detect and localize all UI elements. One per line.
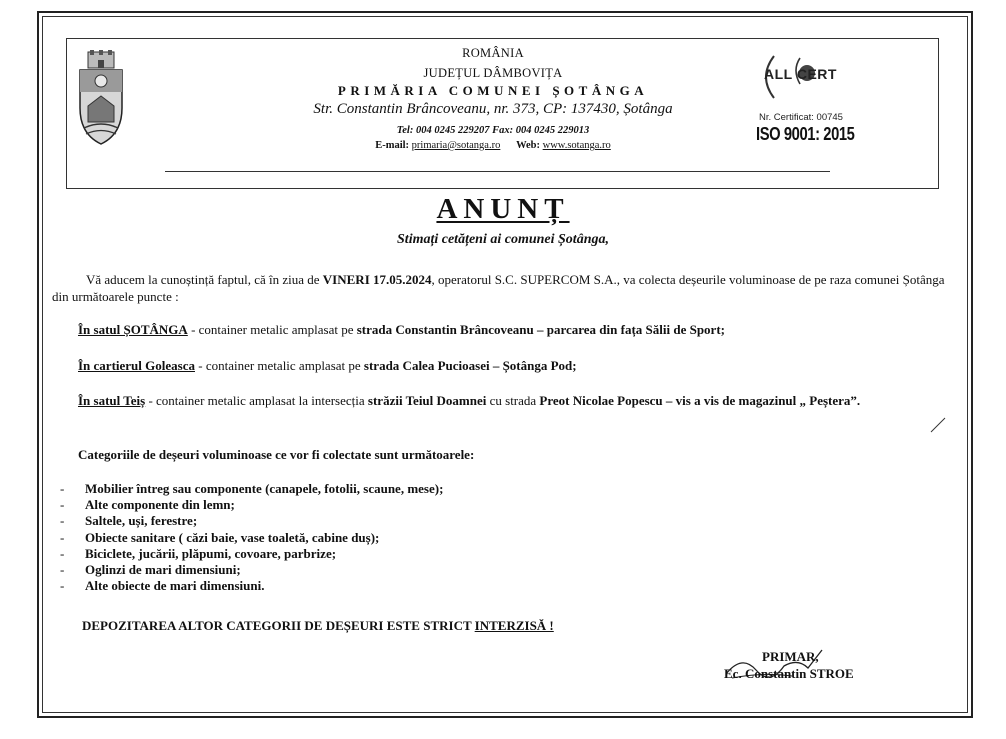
- location-place: În satul Teiș: [78, 393, 146, 408]
- list-item: - Obiecte sanitare ( căzi baie, vase toaletă, cabine duș);: [60, 529, 380, 545]
- warning-emphasis: INTERZISĂ !: [474, 618, 554, 633]
- collection-date: VINERI 17.05.2024: [322, 272, 432, 287]
- location-detail: strada Calea Pucioasei – Șotânga Pod;: [363, 358, 577, 373]
- location-detail: strada Constantin Brâncoveanu – parcarea din fața Sălii de Sport;: [356, 322, 725, 337]
- location-detail: străzii Teiul Doamnei: [367, 393, 487, 408]
- country-line: ROMÂNIA: [462, 46, 524, 60]
- institution-name: PRIMĂRIA COMUNEI ȘOTÂNGA: [337, 83, 649, 98]
- location-item: În satul ȘOTÂNGA - container metalic amplasat pe strada Constantin Brâncoveanu – parcarea din fața Sălii de Sport;: [78, 322, 725, 337]
- email-link[interactable]: primaria@sotanga.ro: [411, 140, 501, 151]
- email-label: E-mail:: [375, 140, 410, 151]
- list-item: - Oglinzi de mari dimensiuni;: [60, 562, 241, 578]
- web-label: Web:: [516, 140, 541, 151]
- greeting-line: Stimați cetățeni ai comunei Șotânga,: [397, 232, 609, 247]
- institution-address: Str. Constantin Brâncoveanu, nr. 373, CP: 137430, Șotânga: [313, 101, 673, 117]
- web-link[interactable]: www.sotanga.ro: [542, 140, 611, 151]
- certification-block: [756, 52, 855, 152]
- location-detail-2: Preot Nicolae Popescu – vis a vis de magazinul „ Peștera”.: [539, 393, 861, 408]
- location-place: În cartierul Goleasca: [78, 358, 195, 373]
- categories-list: [60, 481, 443, 594]
- coat-of-arms-icon: [74, 50, 128, 146]
- iso-standard: ISO 9001: 2015: [756, 124, 855, 144]
- list-item: - Biciclete, jucării, plăpumi, covoare, parbrize;: [60, 545, 337, 561]
- intro-paragraph: Vă aducem la cunoștință faptul, că în ziua de VINERI 17.05.2024, operatorul S.C. SUPERCOM S.A., va colecta deșeurile voluminoase de pe raza comunei Șotânga din următoarele puncte :: [52, 272, 945, 304]
- location-item: În satul Teiș - container metalic amplasat la intersecția străzii Teiul Doamnei cu strada Preot Nicolae Popescu – vis a vis de magazinul „ Peștera”.: [78, 393, 861, 408]
- announcement-title: ANUNȚ: [436, 193, 570, 225]
- phone-fax-line: Tel: 004 0245 229207 Fax: 004 0245 229013: [396, 125, 590, 136]
- signatory-name: Ec. Constantin STROE: [724, 666, 854, 681]
- list-item: - Alte obiecte de mari dimensiuni.: [60, 578, 265, 594]
- letterhead-divider: [165, 171, 830, 172]
- list-item: - Saltele, uși, ferestre;: [60, 513, 198, 529]
- categories-heading: Categoriile de deșeuri voluminoase ce vor fi colectate sunt următoarele:: [78, 447, 475, 462]
- location-place: În satul ȘOTÂNGA: [78, 322, 188, 337]
- certificate-number: Nr. Certificat: 00745: [759, 112, 843, 123]
- location-item: În cartierul Goleasca - container metalic amplasat pe strada Calea Pucioasei – Șotânga Pod;: [78, 358, 577, 373]
- list-item: - Alte componente din lemn;: [60, 497, 235, 513]
- signatory-title: PRIMAR,: [762, 649, 819, 664]
- contact-line: [200, 140, 786, 151]
- pen-mark-icon: [928, 414, 948, 434]
- warning-notice: DEPOZITAREA ALTOR CATEGORII DE DEȘEURI ESTE STRICT INTERZISĂ !: [82, 618, 554, 633]
- cert-logo-text: ALL CERT: [764, 66, 837, 82]
- county-line: JUDEȚUL DÂMBOVIȚA: [423, 66, 563, 80]
- list-item: - Mobilier întreg sau componente (canapele, fotolii, scaune, mese);: [60, 481, 444, 496]
